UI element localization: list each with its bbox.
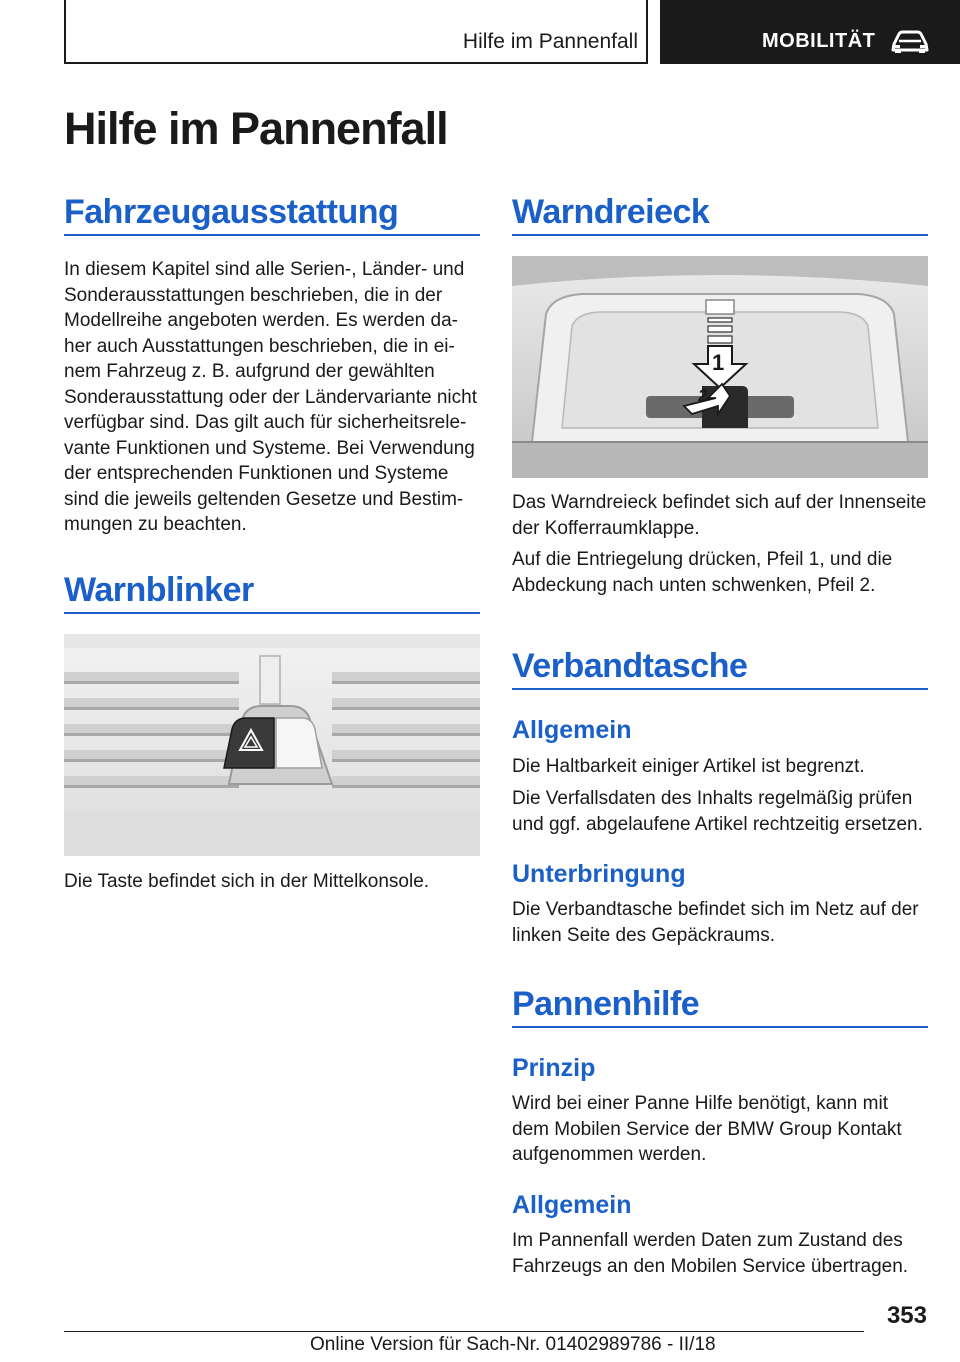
page-title: Hilfe im Pannenfall	[64, 103, 448, 154]
heading-rule	[512, 688, 928, 690]
firstaid-general-paragraph-1: Die Haltbarkeit einiger Artikel ist begrenzt.	[512, 756, 865, 777]
subheading-unterbringung: Unterbringung	[512, 860, 686, 888]
arrow-1-label: 1	[712, 350, 725, 375]
heading-pannenhilfe: Pannenhilfe	[512, 985, 700, 1023]
arrow-2-label: 2	[698, 386, 708, 405]
heading-rule	[512, 1026, 928, 1028]
firstaid-storage-paragraph: Die Verbandtasche befindet sich im Netz auf der linken Seite des Gepäckraums.	[512, 899, 919, 946]
triangle-paragraph-1: Das Warndreieck befindet sich auf der Innenseite der Kofferraumklappe.	[512, 492, 927, 539]
hazard-caption: Die Taste befindet sich in der Mittelkonsole.	[64, 871, 430, 892]
firstaid-general-paragraph-2: Die Verfallsdaten des Inhalts regelmäßig prüfen und ggf. abgelaufene Artikel rechtzeitig ersetzen.	[512, 788, 923, 835]
footer-version: Online Version für Sach-Nr. 01402989786 - II/18	[310, 1334, 716, 1355]
header-chapter-tab	[660, 0, 960, 64]
heading-rule	[64, 234, 480, 236]
subheading-allgemein: Allgemein	[512, 716, 632, 744]
heading-rule	[512, 234, 928, 236]
breakdown-principle-paragraph: Wird bei einer Panne Hilfe benötigt, kann mit dem Mobilen Service der BMW Group Kontakt aufgenommen werden.	[512, 1093, 902, 1165]
heading-fahrzeugausstattung: Fahrzeugausstattung	[64, 193, 399, 231]
car-icon	[890, 28, 930, 54]
heading-rule	[64, 612, 480, 614]
header-section-title: Hilfe im Pannenfall	[462, 30, 638, 53]
triangle-paragraph-2: Auf die Entriegelung drücken, Pfeil 1, und die Abdeckung nach unten schwenken, Pfeil 2.	[512, 549, 893, 596]
breakdown-general-paragraph: Im Pannenfall werden Daten zum Zustand des Fahrzeugs an den Mobilen Service übertragen.	[512, 1230, 909, 1277]
heading-warndreieck: Warndreieck	[512, 193, 710, 231]
hazard-switch-illustration	[64, 634, 480, 856]
heading-warnblinker: Warnblinker	[64, 571, 254, 609]
heading-verbandtasche: Verbandtasche	[512, 647, 748, 685]
equipment-paragraph: In diesem Kapitel sind alle Serien-, Länder- und Sonderausstattungen beschrieben, die in der Modellreihe angeboten werden. Es werden da- her auch Ausstattungen beschrieben, die in ei- nem Fahrzeug z. B. aufgrund der gewählten Sonderausstattung oder der Ländervariante nicht verfügbar sind. Das gilt auch für sicherheitsrele- vante Funktionen und Systeme. Bei Verwendung der entsprechenden Funktionen und Systeme sind die jeweils geltenden Gesetze und Bestim- mungen zu beachten.	[64, 259, 477, 535]
header-chapter-label: MOBILITÄT	[762, 30, 876, 52]
page-number: 353	[886, 1302, 927, 1329]
subheading-prinzip: Prinzip	[512, 1054, 596, 1082]
subheading-allgemein-pannenhilfe: Allgemein	[512, 1191, 632, 1219]
footer-rule	[64, 1331, 864, 1332]
